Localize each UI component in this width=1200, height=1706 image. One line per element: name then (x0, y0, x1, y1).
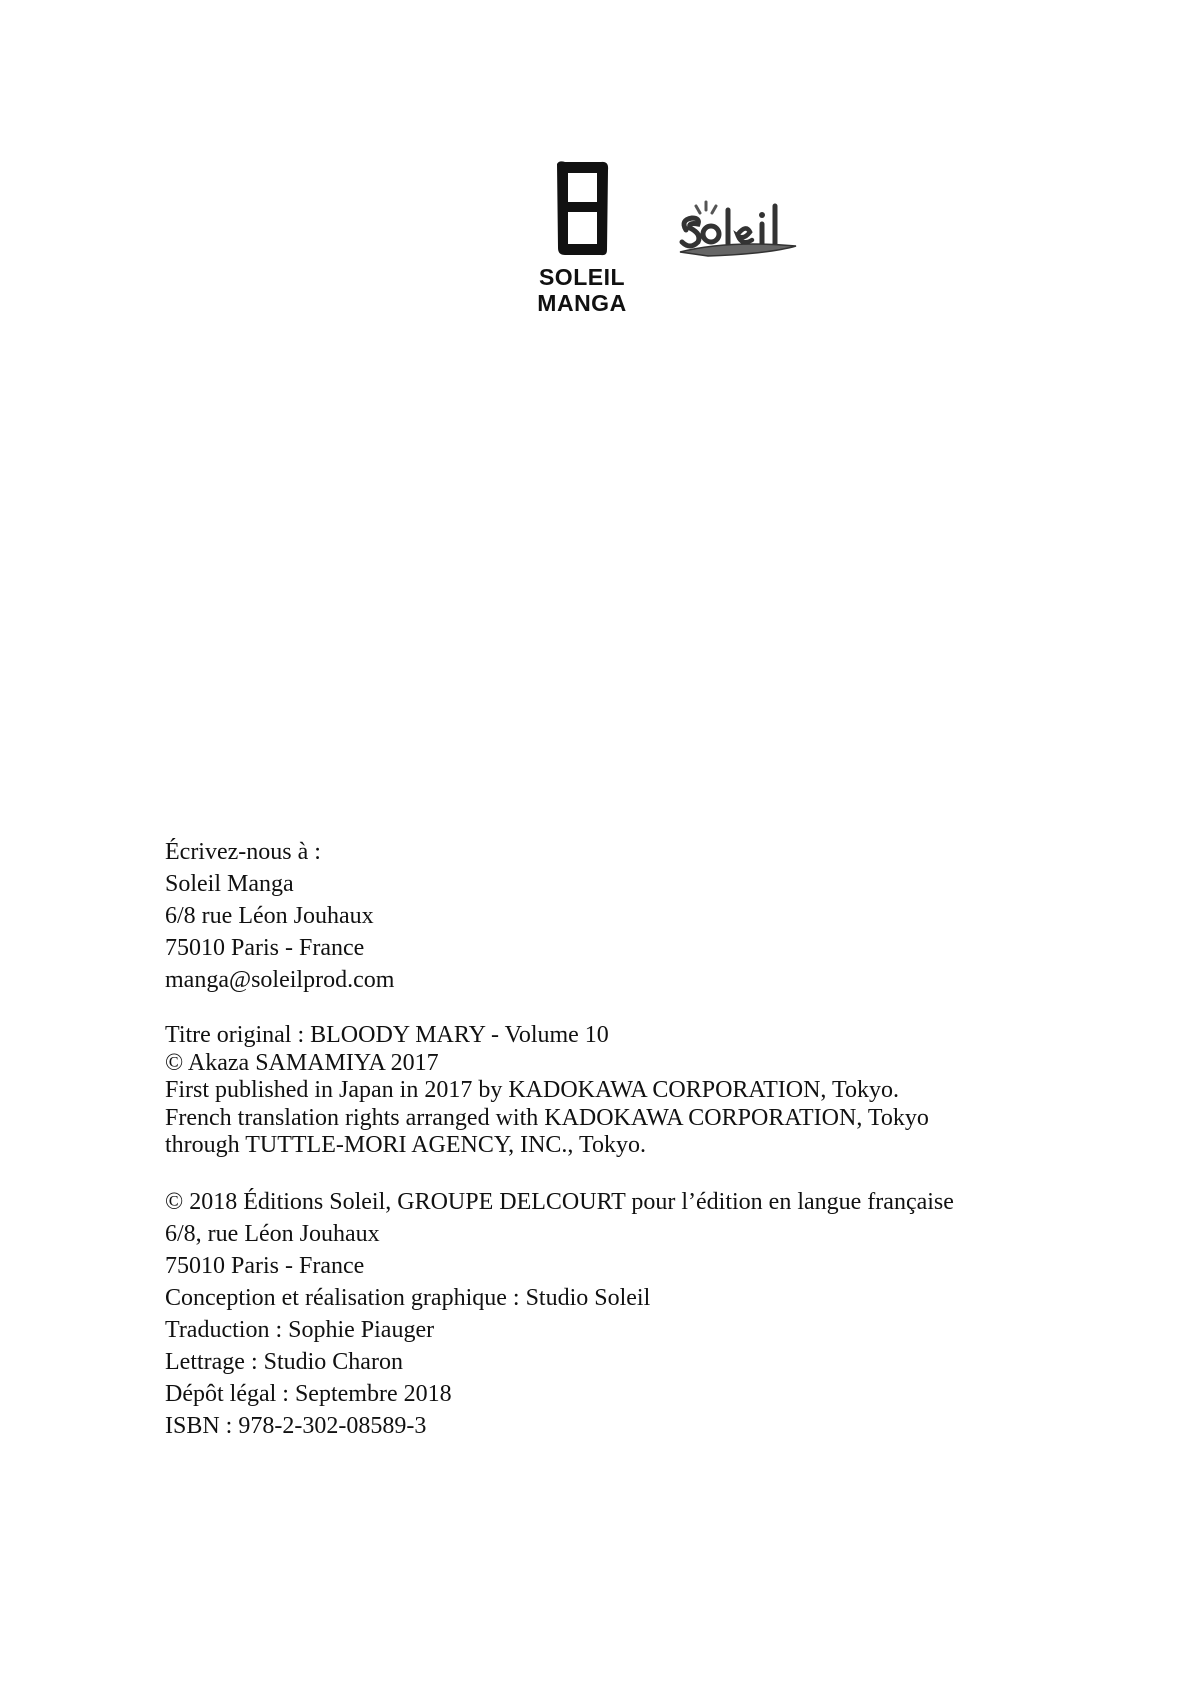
contact-city: 75010 Paris - France (165, 935, 365, 961)
sun-kanji-logo-icon (551, 158, 613, 258)
translation-credit: Traduction : Sophie Piauger (165, 1316, 435, 1343)
colophon (165, 836, 1165, 1442)
contact-email: manga@soleilprod.com (165, 967, 395, 993)
edition-address: 6/8, rue Léon Jouhaux (165, 1220, 380, 1247)
soleil-logo (678, 196, 808, 266)
lettering-credit: Lettrage : Studio Charon (165, 1348, 403, 1375)
edition-copyright: © 2018 Éditions Soleil, GROUPE DELCOURT pour l’édition en langue française (165, 1188, 954, 1215)
contact-name: Soleil Manga (165, 871, 294, 897)
translation-rights: French translation rights arranged with KADOKAWA CORPORATION, Tokyo (165, 1104, 929, 1131)
logo-line-1: SOLEIL (538, 264, 626, 290)
original-title: Titre original : BLOODY MARY - Volume 10 (165, 1022, 609, 1048)
logo-line-2: MANGA (537, 290, 627, 316)
contact-block (165, 836, 1165, 996)
graphic-design-credit: Conception et réalisation graphique : Studio Soleil (165, 1284, 651, 1311)
original-published: First published in Japan in 2017 by KADOKAWA CORPORATION, Tokyo. (165, 1077, 899, 1103)
legal-deposit: Dépôt légal : Septembre 2018 (165, 1380, 452, 1407)
isbn: ISBN : 978-2-302-08589-3 (165, 1412, 427, 1439)
edition-block (165, 1186, 1165, 1442)
soleil-wordmark-icon (678, 196, 808, 266)
soleil-manga-logo (537, 158, 627, 316)
original-title-block (165, 1022, 1165, 1160)
contact-heading: Écrivez-nous à : (165, 839, 321, 865)
rights-agency: through TUTTLE-MORI AGENCY, INC., Tokyo. (165, 1132, 646, 1158)
contact-address: 6/8 rue Léon Jouhaux (165, 903, 374, 929)
edition-city: 75010 Paris - France (165, 1252, 365, 1279)
soleil-manga-wordmark (537, 264, 627, 316)
original-copyright: © Akaza SAMAMIYA 2017 (165, 1049, 439, 1076)
